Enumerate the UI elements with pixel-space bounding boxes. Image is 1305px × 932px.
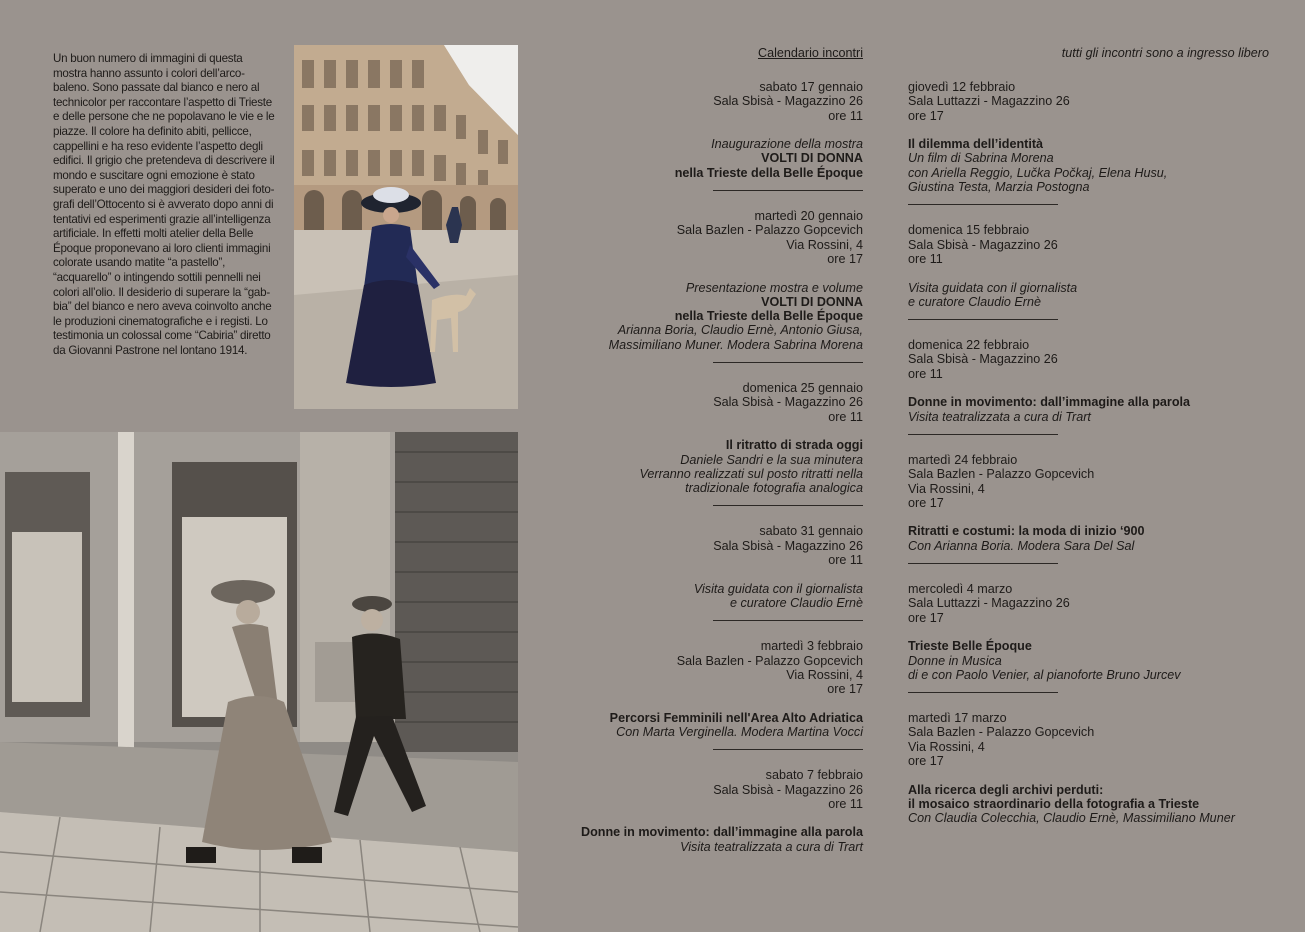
spacer [908,510,1278,524]
spacer [540,424,863,438]
spacer [540,266,863,280]
event-intro: Inaugurazione della mostra [711,137,863,152]
event-entry [540,209,863,352]
event-entry [908,80,1278,194]
event-entry [908,453,1278,553]
event-description: Verranno realizzati sul posto ritratti nella [639,466,863,481]
event-date: martedì 17 marzo [908,711,1007,726]
event-description: e curatore Claudio Ernè [729,595,863,610]
event-title: Alla ricerca degli archivi perduti: [908,782,1104,797]
event-date: domenica 15 febbraio [908,223,1030,238]
event-entry [908,338,1278,424]
event-description: Con Marta Verginella. Modera Martina Vocci [616,724,863,739]
event-title: VOLTI DI DONNA [761,151,863,166]
event-date: domenica 22 febbraio [908,338,1030,353]
event-title: Il ritratto di strada oggi [725,438,863,453]
event-description: Visita teatralizzata a cura di Trart [908,409,1091,424]
event-date: martedì 20 gennaio [754,209,863,224]
spacer [540,811,863,825]
event-date: martedì 3 febbraio [760,639,863,654]
event-time: ore 11 [908,366,943,381]
spacer [908,625,1278,639]
event-description: Visita guidata con il giornalista [908,280,1078,295]
spacer [908,381,1278,395]
event-date: sabato 7 febbraio [765,768,863,783]
event-time: ore 17 [827,251,863,266]
event-description: con Ariella Reggio, Lučka Počkaj, Elena Husu, [908,165,1168,180]
event-date: giovedì 12 febbraio [908,80,1016,94]
photo-woman-with-dog [294,45,518,409]
event-entry [540,381,863,495]
event-description: Con Arianna Boria. Modera Sara Del Sal [908,538,1135,553]
event-time: ore 11 [828,409,863,424]
event-description: Arianna Boria, Claudio Ernè, Antonio Giusa, [617,323,863,338]
event-description: Daniele Sandri e la sua minutera [680,452,863,467]
event-description: Con Claudia Colecchia, Claudio Ernè, Massimiliano Muner [908,811,1235,826]
spacer [908,768,1278,782]
event-venue: Sala Sbisà - Magazzino 26 [713,395,863,410]
event-venue: Sala Sbisà - Magazzino 26 [908,352,1058,367]
event-entry [540,768,863,854]
event-entry [908,582,1278,682]
spacer [908,266,1278,280]
event-venue: Via Rossini, 4 [908,481,985,496]
events-column-right [908,80,1278,825]
event-time: ore 17 [908,495,944,510]
event-description: di e con Paolo Venier, al pianoforte Bruno Jurcev [908,667,1181,682]
event-time: ore 17 [908,753,944,768]
event-entry [540,639,863,739]
event-venue: Sala Sbisà - Magazzino 26 [908,237,1058,252]
event-entry [540,524,863,610]
event-date: sabato 31 gennaio [759,524,863,539]
event-date: domenica 25 gennaio [742,381,863,396]
spacer [908,205,1278,223]
event-title: Percorsi Femminili nell'Area Alto Adriatica [609,710,863,725]
spacer [908,123,1278,137]
event-description: Visita teatralizzata a cura di Trart [680,839,863,854]
event-time: ore 11 [828,796,863,811]
events-column-left [540,80,863,854]
event-title: Donne in movimento: dall’immagine alla parola [908,395,1191,410]
event-description: Visita guidata con il giornalista [693,581,863,596]
event-time: ore 17 [827,682,863,697]
spacer [540,696,863,710]
event-description: Donne in Musica [908,653,1002,668]
free-entry-note: tutti gli incontri sono a ingresso libero [1061,46,1269,60]
event-time: ore 17 [908,108,944,123]
intro-text: Un buon numero di immagini di questa mostra hanno assunto i colori dell’arcobaleno. Sono passate dal bianco e nero al technicolor per raccontare l’aspetto di Trieste e delle persone che ne popolavano le vie e le piazze. Il colore ha definito abiti, pellicce, cappellini e ha reso evidente l’aspetto degli edifici. Il grigio che pretendeva di descrivere il mondo e suscitare ogni emozione è stato superato e uno dei maggiori desideri dei fotografi dell’Ottocento si è avverato dopo anni di tentativi ed esperimenti grazie all’intelligenza artificiale. In effetti molti atelier della Belle Époque proponevano ai loro clienti immagini colorate usando matite “a pastello”, “acquarello” o intingendo sottili pennelli nei colori all’olio. Il desiderio di superare la “gabbia” del bianco e nero aveva coinvolto anche le produzioni cinematografiche e i registi. Lo testimonia un colossal come “Cabiria” diretto da Giovanni Pastrone nel lontano 1914. [53,52,275,357]
event-entry [908,223,1278,309]
event-entry [908,711,1278,825]
event-description: tradizionale fotografia analogica [685,481,863,496]
event-venue: Sala Luttazzi - Magazzino 26 [908,94,1070,109]
photo-street-scene [0,432,518,932]
event-title: nella Trieste della Belle Époque [674,165,863,180]
spacer [540,506,863,524]
event-date: mercoledì 4 marzo [908,582,1013,597]
event-intro: Presentazione mostra e volume [685,280,863,295]
event-venue: Sala Sbisà - Magazzino 26 [713,538,863,553]
event-description: e curatore Claudio Ernè [908,294,1042,309]
event-title: nella Trieste della Belle Époque [674,309,863,324]
event-title: Ritratti e costumi: la moda di inizio ‘900 [908,524,1145,539]
spacer [540,621,863,639]
event-title: Il dilemma dell’identità [908,137,1044,152]
event-venue: Sala Bazlen - Palazzo Gopcevich [676,653,863,668]
spacer [540,750,863,768]
event-description: Giustina Testa, Marzia Postogna [908,180,1090,195]
event-title: il mosaico straordinario della fotografia a Trieste [908,796,1200,811]
event-description: Massimiliano Muner. Modera Sabrina Morena [608,337,863,352]
spacer [540,363,863,381]
event-venue: Sala Luttazzi - Magazzino 26 [908,596,1070,611]
event-venue: Via Rossini, 4 [786,667,863,682]
spacer [908,693,1278,711]
event-time: ore 17 [908,610,944,625]
event-venue: Sala Bazlen - Palazzo Gopcevich [908,467,1095,482]
event-venue: Sala Sbisà - Magazzino 26 [713,94,863,109]
event-entry [540,80,863,180]
event-description: Un film di Sabrina Morena [908,151,1054,166]
event-time: ore 11 [828,108,863,123]
event-title: VOLTI DI DONNA [761,294,863,309]
event-title: Donne in movimento: dall’immagine alla parola [580,825,863,840]
spacer [908,320,1278,338]
event-venue: Via Rossini, 4 [908,739,985,754]
event-date: martedì 24 febbraio [908,452,1018,467]
spacer [540,567,863,581]
spacer [908,564,1278,582]
event-venue: Via Rossini, 4 [786,237,863,252]
spacer [540,191,863,209]
event-venue: Sala Sbisà - Magazzino 26 [713,782,863,797]
event-time: ore 11 [908,251,943,266]
event-title: Trieste Belle Époque [908,639,1032,654]
event-date: sabato 17 gennaio [759,80,863,94]
event-venue: Sala Bazlen - Palazzo Gopcevich [908,725,1095,740]
spacer [540,123,863,137]
event-venue: Sala Bazlen - Palazzo Gopcevich [676,223,863,238]
event-time: ore 11 [828,553,863,568]
spacer [908,435,1278,453]
calendar-header: Calendario incontri [757,46,863,60]
